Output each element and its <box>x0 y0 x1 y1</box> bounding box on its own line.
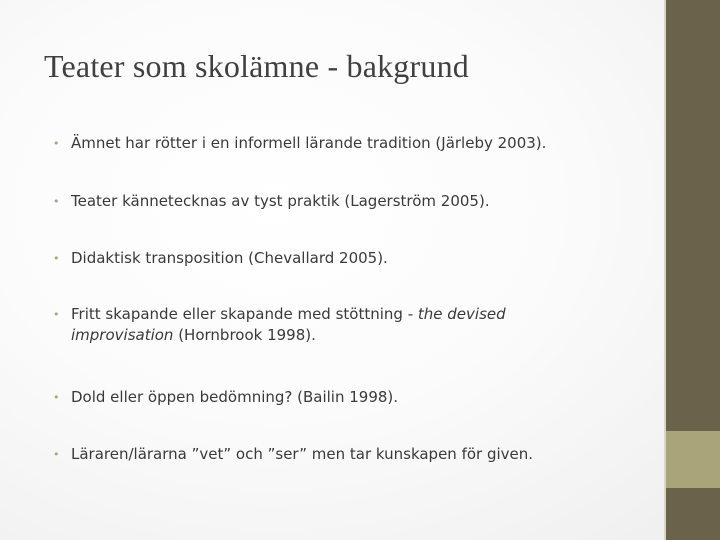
bullet-marker: • <box>53 448 60 461</box>
bullet-text <box>71 304 651 346</box>
bullet-text-italic: improvisation <box>71 326 174 344</box>
bullet-marker: • <box>53 252 60 265</box>
bullet-marker: • <box>53 391 60 404</box>
slide-title: Teater som skolämne - bakgrund <box>44 48 469 84</box>
bullet-marker: • <box>53 195 60 208</box>
bullet-text: Ämnet har rötter i en informell lärande tradition (Järleby 2003). <box>71 134 547 152</box>
bullet-text-italic: the devised <box>417 305 506 323</box>
bullet-text: Didaktisk transposition (Chevallard 2005). <box>71 249 388 267</box>
bullet-marker: • <box>53 137 60 150</box>
bullet-marker: • <box>53 308 60 321</box>
decorative-sidebar-accent <box>666 431 720 488</box>
bullet-text: Teater kännetecknas av tyst praktik (Lagerström 2005). <box>71 192 490 210</box>
bullet-text: Läraren/lärarna ”vet” och ”ser” men tar kunskapen för given. <box>71 445 534 463</box>
bullet-text-plain: Fritt skapande eller skapande med stöttning - <box>71 305 418 323</box>
bullet-text-plain: (Hornbrook 1998). <box>173 326 316 344</box>
bullet-text: Dold eller öppen bedömning? (Bailin 1998). <box>71 388 399 406</box>
